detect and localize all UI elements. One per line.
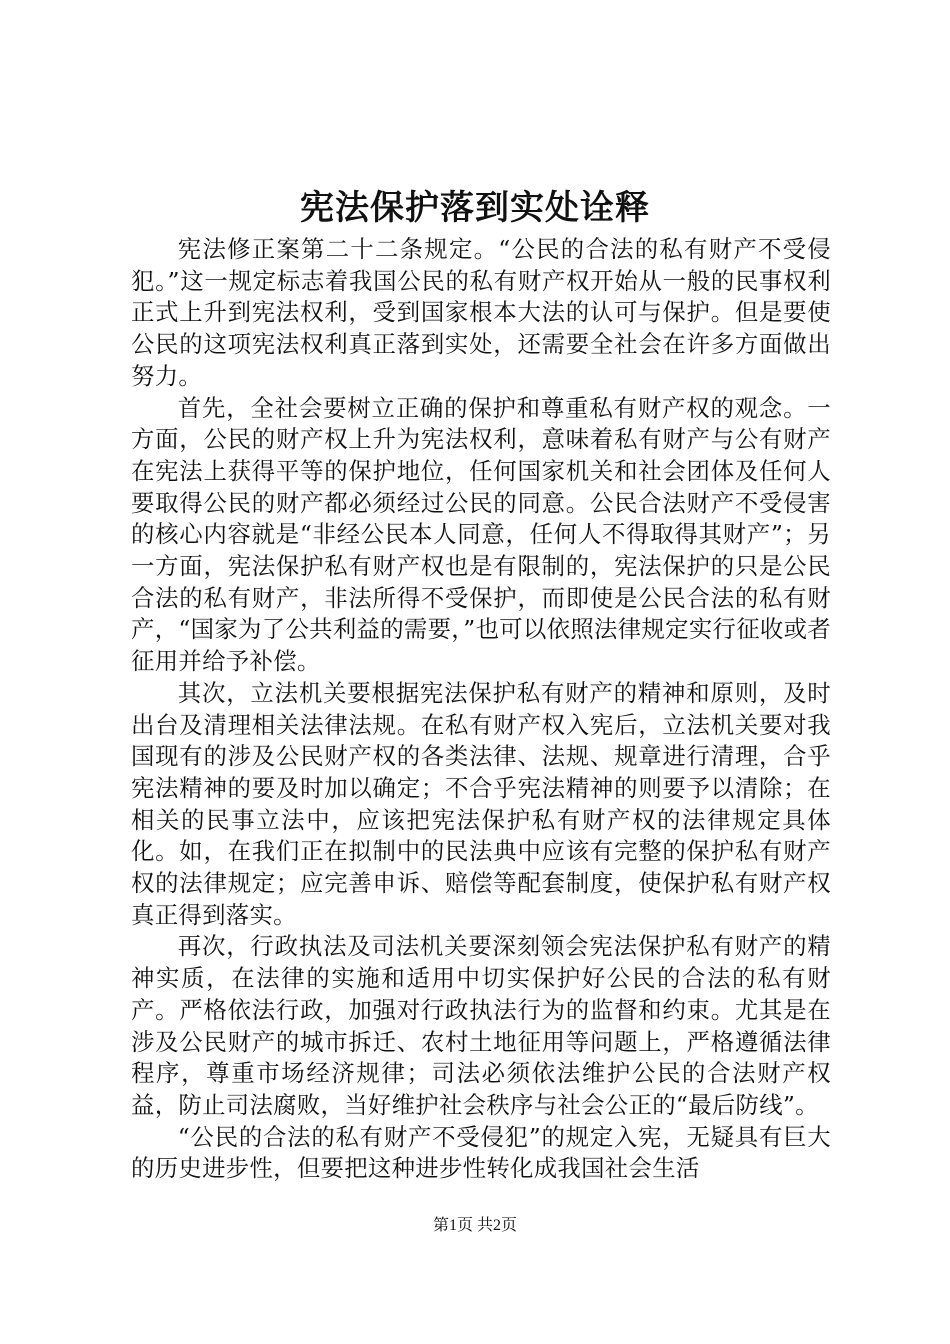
paragraph-3: 其次，立法机关要根据宪法保护私有财产的精神和原则，及时出台及清理相关法律法规。在私有财产权入宪后，立法机关要对我国现有的涉及公民财产权的各类法律、法规、规章进行清理，合乎宪法精神的要及时加以确定；不合乎宪法精神的则要予以清除；在相关的民事立法中，应该把宪法保护私有财产权的法律规定具体化。如，在我们正在拟制中的民法典中应该有完整的保护私有财产权的法律规定；应完善申诉、赔偿等配套制度，使保护私有财产权真正得到落实。 (131, 678, 831, 929)
document-body (131, 234, 831, 1185)
paragraph-2: 首先，全社会要树立正确的保护和尊重私有财产权的观念。一方面，公民的财产权上升为宪法权利，意味着私有财产与公有财产在宪法上获得平等的保护地位，任何国家机关和社会团体及任何人要取得公民的财产都必须经过公民的同意。公民合法财产不受侵害的核心内容就是“非经公民本人同意，任何人不得取得其财产”；另一方面，宪法保护私有财产权也是有限制的，宪法保护的只是公民合法的私有财产，非法所得不受保护，而即使是公民合法的私有财产，“国家为了公共利益的需要，”也可以依照法律规定实行征收或者征用并给予补偿。 (131, 393, 831, 676)
page-number-footer: 第1页 共2页 (432, 1217, 517, 1234)
paragraph-4: 再次，行政执法及司法机关要深刻领会宪法保护私有财产的精神实质，在法律的实施和适用中切实保护好公民的合法的私有财产。严格依法行政，加强对行政执法行为的监督和约束。尤其是在涉及公民财产的城市拆迁、农村土地征用等问题上，严格遵循法律程序，尊重市场经济规律；司法必须依法维护公民的合法财产权益，防止司法腐败，当好维护社会秩序与社会公正的“最后防线”。 (131, 932, 831, 1119)
paragraph-1: 宪法修正案第二十二条规定。“公民的合法的私有财产不受侵犯。”这一规定标志着我国公民的私有财产权开始从一般的民事权利正式上升到宪法权利，受到国家根本大法的认可与保护。但是要使公民的这项宪法权利真正落到实处，还需要全社会在许多方面做出努力。 (131, 235, 831, 390)
document-title: 宪法保护落到实处诠释 (300, 188, 650, 228)
paragraph-5: “公民的合法的私有财产不受侵犯”的规定入宪，无疑具有巨大的历史进步性，但要把这种进步性转化成我国社会生活 (131, 1122, 831, 1183)
